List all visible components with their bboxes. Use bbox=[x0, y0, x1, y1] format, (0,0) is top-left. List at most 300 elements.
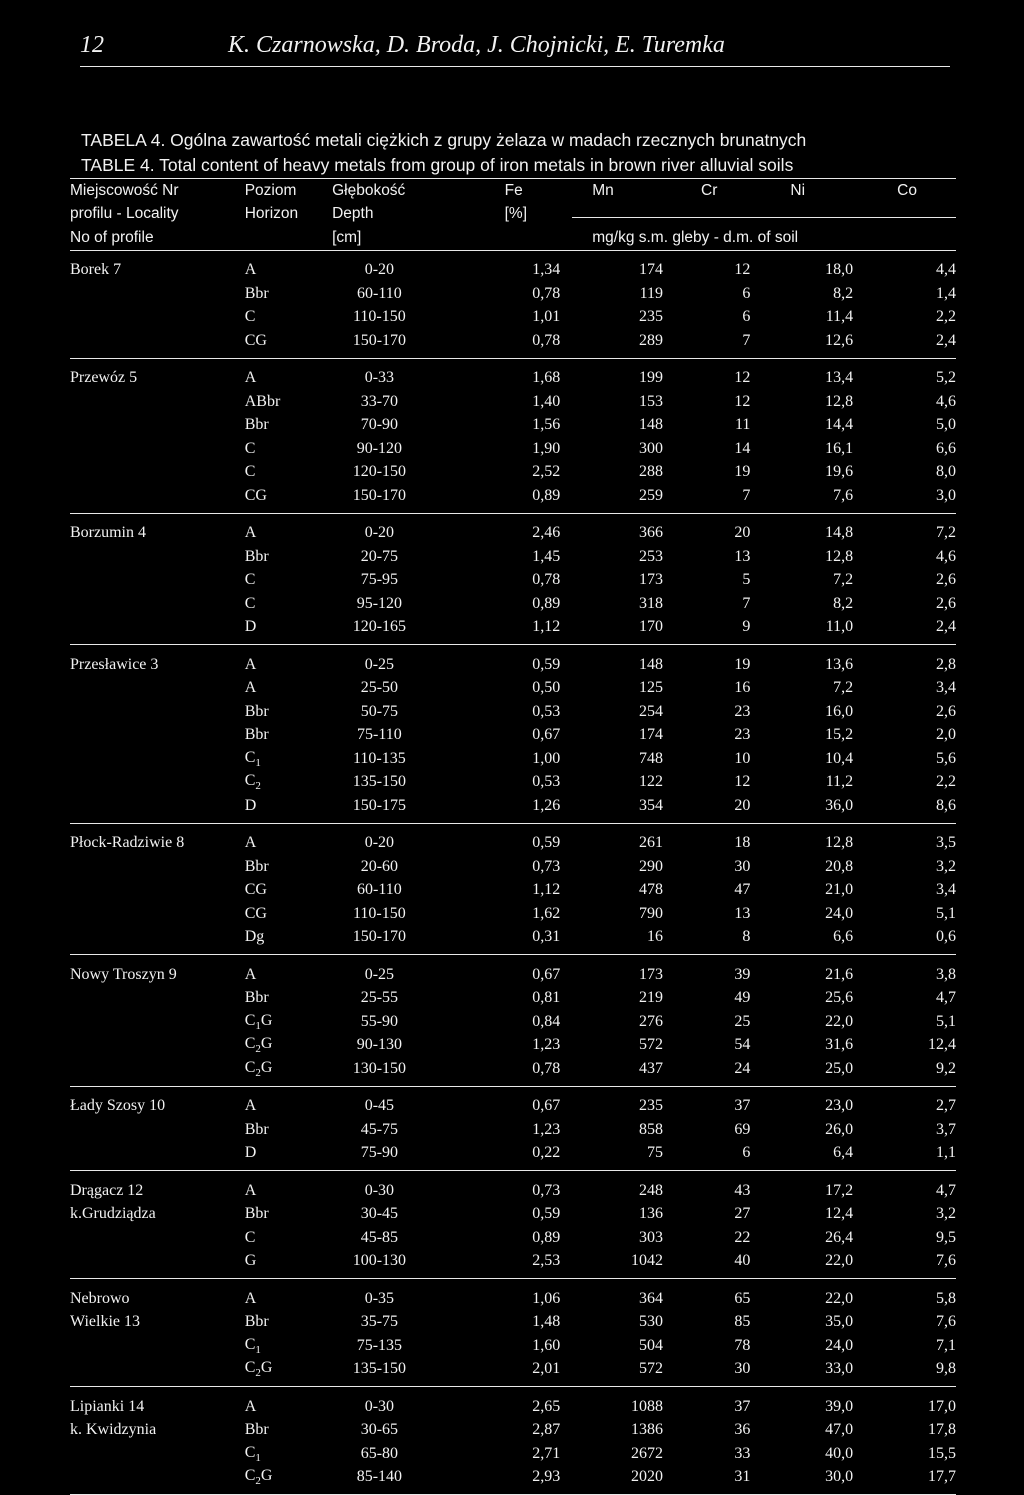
profile-group bbox=[70, 358, 956, 513]
cell-locality bbox=[70, 747, 245, 771]
cell-co: 1,1 bbox=[936, 1144, 956, 1162]
cell-mn: 748 bbox=[639, 749, 664, 767]
cell-cr: 8 bbox=[742, 928, 751, 946]
table-row bbox=[70, 879, 956, 903]
cell-mn: 289 bbox=[639, 331, 664, 349]
cell-locality bbox=[70, 437, 245, 461]
cell-dep: 100-130 bbox=[352, 1252, 407, 1270]
cell-locality bbox=[70, 390, 245, 414]
cell-hor: Bbr bbox=[244, 1120, 269, 1138]
table-row bbox=[70, 1466, 956, 1495]
cell-ni: 12,8 bbox=[825, 392, 854, 410]
cell-locality bbox=[70, 282, 245, 306]
cell-fe: 0,53 bbox=[532, 773, 561, 791]
table-row bbox=[70, 794, 956, 823]
cell-mn: 122 bbox=[639, 773, 664, 791]
cell-dep: 75-95 bbox=[360, 571, 399, 589]
table-row bbox=[70, 823, 956, 855]
cell-ni: 25,0 bbox=[825, 1059, 854, 1077]
table-row bbox=[70, 1419, 956, 1443]
cell-dep: 75-110 bbox=[356, 726, 402, 744]
profile-group bbox=[70, 250, 956, 358]
cell-cr: 22 bbox=[734, 1228, 751, 1246]
cell-ni: 7,2 bbox=[833, 679, 854, 697]
cell-locality bbox=[70, 1010, 245, 1034]
cell-co: 4,6 bbox=[936, 547, 956, 565]
cell-co: 5,1 bbox=[936, 904, 956, 922]
profile-group bbox=[70, 645, 956, 824]
cell-locality bbox=[70, 592, 245, 616]
cell-fe: 2,52 bbox=[532, 463, 561, 481]
cell-fe: 0,53 bbox=[532, 702, 561, 720]
cell-dep: 85-140 bbox=[356, 1468, 403, 1486]
cell-hor: $C_2G$ bbox=[244, 1359, 273, 1380]
cell-dep: 110-150 bbox=[352, 904, 406, 922]
cell-ni: 23,0 bbox=[825, 1097, 854, 1115]
cell-cr: 20 bbox=[734, 524, 751, 542]
cell-cr: 12 bbox=[734, 261, 751, 279]
table-row bbox=[70, 306, 956, 330]
cell-cr: 23 bbox=[734, 726, 751, 744]
cell-co: 3,2 bbox=[936, 857, 956, 875]
table-row bbox=[70, 437, 956, 461]
cell-fe: 0,50 bbox=[532, 679, 561, 697]
cell-mn: 354 bbox=[639, 796, 664, 814]
cell-ni: 18,0 bbox=[825, 261, 854, 279]
table-row bbox=[70, 700, 956, 724]
cell-co: 2,2 bbox=[936, 773, 956, 791]
cell-dep: 110-150 bbox=[352, 308, 406, 326]
table-row bbox=[70, 1311, 956, 1335]
cell-cr: 6 bbox=[742, 308, 751, 326]
cell-co: 9,8 bbox=[936, 1360, 956, 1378]
table-row bbox=[70, 1010, 956, 1034]
cell-fe: 1,12 bbox=[532, 881, 561, 899]
cell-hor: $C_1G$ bbox=[244, 1011, 273, 1032]
cell-fe: 1,56 bbox=[532, 416, 561, 434]
cell-ni: 26,4 bbox=[825, 1228, 854, 1246]
cell-cr: 30 bbox=[734, 857, 751, 875]
cell-hor: $C_1$ bbox=[244, 748, 261, 769]
cell-hor: D bbox=[244, 796, 257, 814]
cell-fe: 0,78 bbox=[532, 331, 561, 349]
cell-cr: 20 bbox=[734, 796, 751, 814]
cell-hor: Bbr bbox=[244, 1313, 269, 1331]
table-row bbox=[70, 1226, 956, 1250]
cell-co: 3,2 bbox=[936, 1205, 956, 1223]
cell-mn: 790 bbox=[639, 904, 664, 922]
cell-fe: 0,89 bbox=[532, 486, 561, 504]
table-row bbox=[70, 771, 956, 795]
table-row bbox=[70, 1358, 956, 1387]
cell-mn: 504 bbox=[639, 1336, 664, 1354]
cell-ni: 24,0 bbox=[825, 1336, 854, 1354]
cell-cr: 69 bbox=[734, 1120, 751, 1138]
cell-co: 7,6 bbox=[936, 1252, 956, 1270]
cell-hor: Bbr bbox=[244, 1205, 269, 1223]
table-row bbox=[70, 1142, 956, 1171]
cell-co: 2,2 bbox=[936, 308, 956, 326]
cell-locality bbox=[70, 1442, 245, 1466]
cell-mn: 364 bbox=[639, 1289, 664, 1307]
cell-dep: 90-130 bbox=[356, 1036, 403, 1054]
cell-co: 0,6 bbox=[936, 928, 956, 946]
cell-ni: 12,8 bbox=[825, 547, 854, 565]
cell-fe: 0,59 bbox=[532, 834, 561, 852]
cell-cr: 78 bbox=[734, 1336, 751, 1354]
cell-dep: 50-75 bbox=[360, 702, 399, 720]
table-row bbox=[70, 1387, 956, 1419]
cell-hor: Bbr bbox=[244, 857, 269, 875]
cell-cr: 27 bbox=[734, 1205, 751, 1223]
cell-co: 8,6 bbox=[936, 796, 956, 814]
cell-dep: 45-85 bbox=[360, 1228, 399, 1246]
cell-ni: 16,0 bbox=[825, 702, 854, 720]
cell-mn: 1088 bbox=[631, 1397, 664, 1415]
cell-dep: 0-25 bbox=[364, 655, 395, 673]
cell-fe: 1,90 bbox=[532, 439, 561, 457]
cell-mn: 572 bbox=[639, 1036, 664, 1054]
table-row bbox=[70, 414, 956, 438]
cell-mn: 199 bbox=[639, 369, 664, 387]
cell-hor: CG bbox=[244, 331, 267, 349]
cell-hor: CG bbox=[244, 881, 267, 899]
table-row bbox=[70, 329, 956, 358]
cell-mn: 259 bbox=[639, 486, 664, 504]
cell-mn: 1386 bbox=[631, 1421, 664, 1439]
cell-fe: 0,67 bbox=[532, 965, 561, 983]
cell-fe: 2,93 bbox=[532, 1468, 561, 1486]
caption-polish: TABELA 4. Ogólna zawartość metali ciężkich z grupy żelaza w madach rzecznych brunatnych bbox=[81, 130, 807, 150]
cell-dep: 90-120 bbox=[356, 439, 403, 457]
cell-fe: 0,78 bbox=[532, 1059, 561, 1077]
cell-co: 17,0 bbox=[928, 1397, 956, 1415]
cell-hor: A bbox=[244, 524, 257, 542]
cell-locality: Borek 7 bbox=[70, 261, 122, 279]
cell-dep: 65-80 bbox=[360, 1444, 399, 1462]
table-row bbox=[70, 616, 956, 645]
profile-group bbox=[70, 1279, 956, 1387]
cell-co: 2,7 bbox=[936, 1097, 956, 1115]
cell-dep: 150-170 bbox=[352, 331, 407, 349]
cell-hor: C bbox=[244, 571, 256, 589]
cell-ni: 12,4 bbox=[825, 1205, 854, 1223]
cell-cr: 6 bbox=[742, 1144, 751, 1162]
cell-dep: 150-170 bbox=[352, 486, 407, 504]
cell-cr: 85 bbox=[734, 1313, 751, 1331]
cell-ni: 7,6 bbox=[833, 486, 854, 504]
cell-fe: 0,73 bbox=[532, 857, 561, 875]
cell-co: 4,4 bbox=[936, 261, 956, 279]
cell-locality bbox=[70, 1142, 245, 1171]
cell-co: 17,7 bbox=[928, 1468, 956, 1486]
cell-ni: 11,4 bbox=[825, 308, 854, 326]
col-horizon-line1: Poziom bbox=[245, 179, 332, 203]
cell-dep: 20-60 bbox=[360, 857, 399, 875]
cell-co: 3,8 bbox=[936, 965, 956, 983]
cell-locality bbox=[70, 569, 245, 593]
cell-dep: 0-25 bbox=[364, 965, 395, 983]
cell-hor: Bbr bbox=[244, 416, 269, 434]
col-locality-line2: profilu - Locality bbox=[70, 205, 179, 223]
cell-hor: Bbr bbox=[244, 989, 269, 1007]
cell-fe: 2,01 bbox=[532, 1360, 561, 1378]
cell-ni: 21,0 bbox=[825, 881, 854, 899]
table-row bbox=[70, 724, 956, 748]
col-co: Co bbox=[853, 179, 956, 203]
cell-dep: 55-90 bbox=[360, 1012, 399, 1030]
cell-dep: 110-135 bbox=[352, 749, 406, 767]
cell-fe: 0,84 bbox=[532, 1012, 561, 1030]
cell-mn: 276 bbox=[639, 1012, 664, 1030]
cell-co: 3,4 bbox=[936, 679, 956, 697]
cell-dep: 60-110 bbox=[356, 284, 402, 302]
cell-ni: 25,6 bbox=[825, 989, 854, 1007]
col-locality-line3: No of profile bbox=[70, 228, 154, 246]
cell-co: 12,4 bbox=[928, 1036, 956, 1054]
cell-ni: 6,6 bbox=[833, 928, 854, 946]
cell-cr: 12 bbox=[734, 773, 751, 791]
col-unit: mg/kg s.m. gleby - d.m. of soil bbox=[592, 228, 799, 246]
cell-co: 4,7 bbox=[936, 989, 956, 1007]
profile-group bbox=[70, 1171, 956, 1279]
cell-dep: 0-20 bbox=[364, 524, 395, 542]
cell-hor: $C_2G$ bbox=[244, 1467, 273, 1488]
cell-ni: 15,2 bbox=[825, 726, 854, 744]
cell-hor: A bbox=[244, 1097, 257, 1115]
cell-fe: 1,12 bbox=[532, 618, 561, 636]
table-caption bbox=[81, 128, 961, 178]
cell-co: 5,6 bbox=[936, 749, 956, 767]
cell-mn: 366 bbox=[639, 524, 664, 542]
cell-dep: 30-65 bbox=[360, 1421, 399, 1439]
cell-locality bbox=[70, 414, 245, 438]
cell-dep: 0-20 bbox=[364, 834, 395, 852]
cell-locality: Przesławice 3 bbox=[70, 655, 159, 673]
cell-ni: 13,6 bbox=[825, 655, 854, 673]
cell-dep: 0-35 bbox=[364, 1289, 395, 1307]
cell-fe: 1,23 bbox=[532, 1120, 561, 1138]
page-number: 12 bbox=[80, 32, 104, 58]
cell-fe: 0,89 bbox=[532, 1228, 561, 1246]
cell-locality bbox=[70, 1057, 245, 1086]
table-header bbox=[70, 179, 956, 251]
cell-hor: $C_2G$ bbox=[244, 1058, 273, 1079]
cell-cr: 31 bbox=[734, 1468, 751, 1486]
cell-dep: 130-150 bbox=[352, 1059, 407, 1077]
cell-cr: 65 bbox=[734, 1289, 751, 1307]
cell-hor: Dg bbox=[244, 928, 265, 946]
cell-cr: 11 bbox=[734, 416, 751, 434]
cell-dep: 30-45 bbox=[360, 1205, 399, 1223]
cell-cr: 13 bbox=[734, 904, 751, 922]
cell-mn: 478 bbox=[639, 881, 664, 899]
cell-locality bbox=[70, 987, 245, 1011]
cell-locality bbox=[70, 1226, 245, 1250]
table-row bbox=[70, 747, 956, 771]
cell-fe: 0,78 bbox=[532, 284, 561, 302]
cell-dep: 0-20 bbox=[364, 261, 395, 279]
cell-locality bbox=[70, 1466, 245, 1495]
cell-fe: 0,31 bbox=[532, 928, 561, 946]
cell-fe: 1,48 bbox=[532, 1313, 561, 1331]
cell-cr: 6 bbox=[742, 284, 751, 302]
cell-fe: 2,71 bbox=[532, 1444, 561, 1462]
cell-hor: A bbox=[244, 655, 257, 673]
cell-mn: 253 bbox=[639, 547, 664, 565]
table-row bbox=[70, 358, 956, 390]
cell-co: 5,1 bbox=[936, 1012, 956, 1030]
cell-locality bbox=[70, 724, 245, 748]
cell-mn: 288 bbox=[639, 463, 664, 481]
cell-cr: 19 bbox=[734, 655, 751, 673]
table-row bbox=[70, 250, 956, 282]
cell-dep: 120-165 bbox=[352, 618, 407, 636]
col-horizon-line2: Horizon bbox=[244, 205, 299, 223]
cell-ni: 26,0 bbox=[825, 1120, 854, 1138]
cell-mn: 290 bbox=[639, 857, 664, 875]
cell-ni: 36,0 bbox=[825, 796, 854, 814]
cell-fe: 1,01 bbox=[532, 308, 561, 326]
cell-locality bbox=[70, 700, 245, 724]
table-row bbox=[70, 592, 956, 616]
table-row bbox=[70, 1334, 956, 1358]
table-row bbox=[70, 484, 956, 513]
cell-ni: 8,2 bbox=[833, 284, 854, 302]
cell-co: 7,6 bbox=[936, 1313, 956, 1331]
cell-mn: 858 bbox=[639, 1120, 664, 1138]
cell-locality bbox=[70, 1334, 245, 1358]
cell-hor: A bbox=[244, 1289, 257, 1307]
cell-locality bbox=[70, 616, 245, 645]
cell-hor: $C_2G$ bbox=[244, 1035, 273, 1056]
cell-cr: 16 bbox=[734, 679, 751, 697]
cell-mn: 136 bbox=[639, 1205, 664, 1223]
cell-co: 2,0 bbox=[936, 726, 956, 744]
cell-locality bbox=[70, 329, 245, 358]
cell-ni: 35,0 bbox=[825, 1313, 854, 1331]
cell-cr: 14 bbox=[734, 439, 751, 457]
cell-fe: 2,53 bbox=[532, 1252, 561, 1270]
cell-cr: 47 bbox=[734, 881, 751, 899]
table-row bbox=[70, 987, 956, 1011]
cell-cr: 7 bbox=[742, 486, 751, 504]
cell-ni: 31,6 bbox=[825, 1036, 854, 1054]
table-row bbox=[70, 955, 956, 987]
cell-hor: Bbr bbox=[244, 284, 269, 302]
cell-mn: 119 bbox=[639, 284, 664, 302]
cell-hor: Bbr bbox=[244, 1421, 269, 1439]
cell-cr: 39 bbox=[734, 965, 751, 983]
cell-ni: 24,0 bbox=[825, 904, 854, 922]
cell-ni: 33,0 bbox=[825, 1360, 854, 1378]
cell-mn: 572 bbox=[639, 1360, 664, 1378]
cell-fe: 0,81 bbox=[532, 989, 561, 1007]
cell-co: 2,6 bbox=[936, 702, 956, 720]
profile-group bbox=[70, 823, 956, 955]
table-row bbox=[70, 902, 956, 926]
table-row bbox=[70, 1118, 956, 1142]
cell-dep: 150-175 bbox=[352, 796, 407, 814]
cell-co: 9,2 bbox=[936, 1059, 956, 1077]
col-cr: Cr bbox=[663, 179, 750, 203]
cell-fe: 1,26 bbox=[532, 796, 561, 814]
cell-dep: 0-30 bbox=[364, 1181, 395, 1199]
cell-co: 17,8 bbox=[928, 1421, 956, 1439]
table-row bbox=[70, 1057, 956, 1086]
cell-hor: ABbr bbox=[244, 392, 281, 410]
cell-hor: Bbr bbox=[244, 726, 269, 744]
cell-cr: 18 bbox=[734, 834, 751, 852]
cell-fe: 1,68 bbox=[532, 369, 561, 387]
table-row bbox=[70, 390, 956, 414]
cell-mn: 248 bbox=[639, 1181, 664, 1199]
caption-english: TABLE 4. Total content of heavy metals from group of iron metals in brown river alluvial soils bbox=[81, 155, 794, 175]
cell-mn: 148 bbox=[639, 655, 664, 673]
table-row bbox=[70, 677, 956, 701]
cell-fe: 1,45 bbox=[532, 547, 561, 565]
cell-mn: 174 bbox=[639, 726, 664, 744]
cell-hor: CG bbox=[244, 904, 267, 922]
table-row bbox=[70, 513, 956, 545]
table-row bbox=[70, 461, 956, 485]
profile-group bbox=[70, 955, 956, 1087]
cell-locality bbox=[70, 1358, 245, 1387]
cell-hor: CG bbox=[244, 486, 267, 504]
col-depth-line1: Głębokość bbox=[332, 179, 427, 203]
cell-mn: 300 bbox=[639, 439, 664, 457]
cell-co: 7,2 bbox=[936, 524, 956, 542]
cell-hor: C bbox=[244, 439, 256, 457]
cell-ni: 13,4 bbox=[825, 369, 854, 387]
cell-dep: 20-75 bbox=[360, 547, 399, 565]
col-locality-line1: Miejscowość Nr bbox=[70, 179, 245, 203]
cell-locality: Płock-Radziwie 8 bbox=[70, 834, 185, 852]
table-row bbox=[70, 1086, 956, 1118]
cell-ni: 22,0 bbox=[825, 1012, 854, 1030]
cell-locality: Wielkie 13 bbox=[70, 1313, 140, 1331]
profile-group bbox=[70, 513, 956, 645]
cell-hor: A bbox=[244, 261, 257, 279]
cell-dep: 0-30 bbox=[364, 1397, 395, 1415]
cell-ni: 14,8 bbox=[825, 524, 854, 542]
table-row bbox=[70, 1203, 956, 1227]
cell-hor: A bbox=[244, 679, 257, 697]
cell-locality: Przewóz 5 bbox=[70, 369, 138, 387]
cell-fe: 1,62 bbox=[532, 904, 561, 922]
cell-locality: Łady Szosy 10 bbox=[70, 1097, 166, 1115]
cell-ni: 8,2 bbox=[833, 594, 854, 612]
cell-cr: 9 bbox=[742, 618, 751, 636]
cell-locality bbox=[70, 1118, 245, 1142]
metals-table bbox=[70, 178, 956, 1495]
cell-co: 2,8 bbox=[936, 655, 956, 673]
cell-co: 7,1 bbox=[936, 1336, 956, 1354]
col-depth-line2: Depth bbox=[332, 205, 374, 223]
cell-locality bbox=[70, 879, 245, 903]
cell-cr: 30 bbox=[734, 1360, 751, 1378]
table-row bbox=[70, 645, 956, 677]
cell-co: 1,4 bbox=[936, 284, 956, 302]
cell-ni: 16,1 bbox=[825, 439, 854, 457]
cell-hor: C bbox=[244, 463, 256, 481]
cell-hor: $C_2$ bbox=[244, 772, 261, 793]
cell-co: 8,0 bbox=[936, 463, 956, 481]
cell-dep: 120-150 bbox=[352, 463, 407, 481]
cell-hor: A bbox=[244, 1181, 257, 1199]
cell-locality bbox=[70, 545, 245, 569]
table-row bbox=[70, 545, 956, 569]
